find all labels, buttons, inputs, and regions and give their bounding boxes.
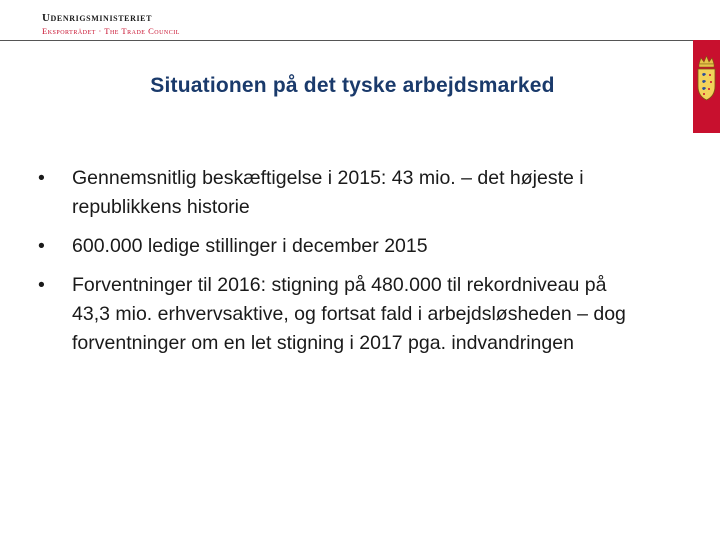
bullet-marker: • <box>38 235 45 257</box>
org-name: Udenrigsministeriet <box>42 12 153 24</box>
bullet-text: Gennemsnitlig beskæftigelse i 2015: 43 mio. – det højeste i republikkens historie <box>72 167 584 218</box>
bullet-list <box>38 164 638 368</box>
bullet-marker: • <box>38 274 45 296</box>
org-subtitle: Eksportrådet · The Trade Council <box>42 26 180 36</box>
bullet-item <box>38 232 638 261</box>
bullet-text: 600.000 ledige stillinger i december 2015 <box>72 235 428 257</box>
bullet-text: Forventninger til 2016: stigning på 480.000 til rekordniveau på 43,3 mio. erhvervsaktive, og fortsat fald i arbejdsløsheden – dog forventninger om en let stigning i 2017 pga. indvandringen <box>72 274 626 354</box>
bullet-item <box>38 164 638 222</box>
bullet-marker: • <box>38 167 45 189</box>
bullet-item <box>38 271 638 358</box>
header-divider <box>0 40 693 41</box>
slide-title: Situationen på det tyske arbejdsmarked <box>150 74 555 97</box>
